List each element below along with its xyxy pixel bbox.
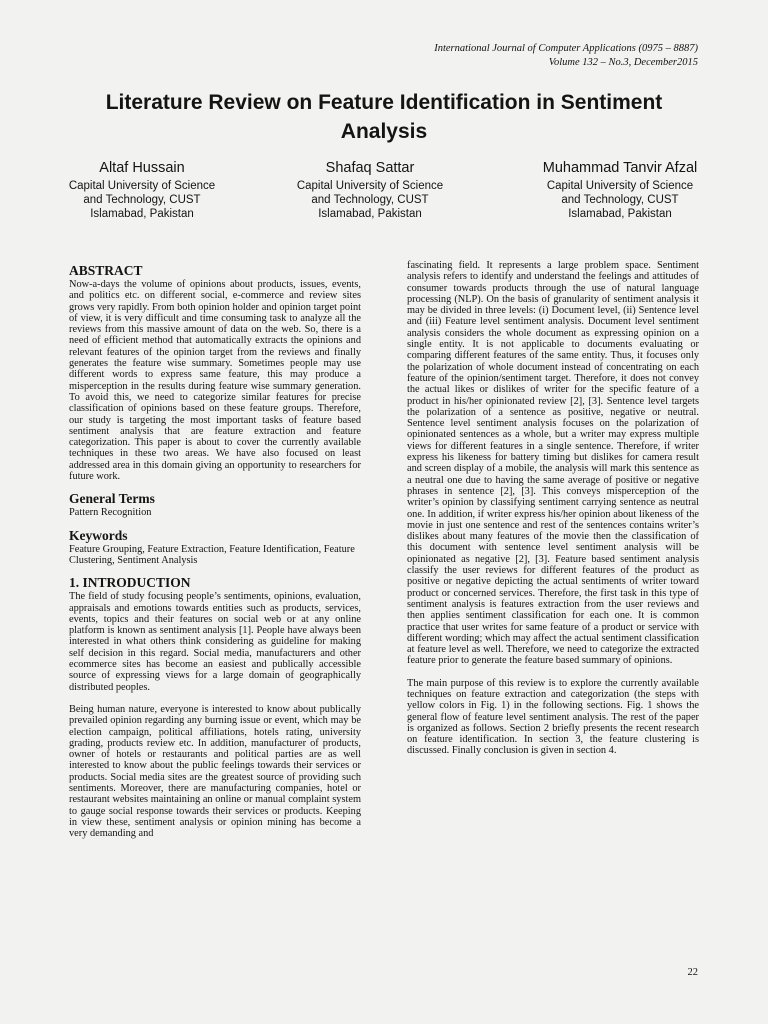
author-affiliation: and Technology, CUST xyxy=(561,194,679,206)
general-terms-heading: General Terms xyxy=(69,491,155,507)
journal-header xyxy=(434,42,698,70)
author-affiliation: Capital University of Science xyxy=(68,180,216,192)
author-affiliation: and Technology, CUST xyxy=(83,194,201,206)
paper-title: Literature Review on Feature Identification in Sentiment Analysis xyxy=(105,91,663,143)
author-block xyxy=(42,158,242,221)
author-affiliation: Capital University of Science xyxy=(296,180,444,192)
introduction-paragraph-1: The field of study focusing people’s sentiments, opinions, evaluation, appraisals and emotions towards entities such as products, services, events, topics and their features on social web or at any online platform is known as sentiment analysis [1]. People have always been interested in what others think considering as guideline for making self decision in this regard. Social media, manufacturers and other ecommerce sites has become an easiest and publically accessible source of expressing views for a large domain of geographically distributed peoples. xyxy=(69,591,361,693)
introduction-paragraph-4: The main purpose of this review is to explore the currently available techniques on feature extraction and categorization (the steps with yellow colors in Fig. 1) in the following sections. Fig. 1 shows the general flow of feature level sentiment analysis. The rest of the paper is organized as follows. Section 2 briefly presents the recent research on feature identification. In section 3, the feature clustering is discussed. Finally conclusion is given in section 4. xyxy=(407,677,699,757)
introduction-paragraph-2: Being human nature, everyone is interested to know about publically prevailed opinion regarding any burning issue or event, which may be election campaign, political affiliations, hotels rating, university grading, products review etc. In addition, manufacturer of products, owner of hotels or restaurants and political parties are as well interested to know about the public feelings towards their services or products. Social media sites are the greatest source of providing such sentiments. Moreover, there are manufacturing companies, hotel or restaurant websites maintaining an online or manual complaint system to gauge social response towards their services or products. Keeping in view these, sentiment analysis or opinion mining has become a very demanding and xyxy=(69,703,361,840)
author-affiliation: and Technology, CUST xyxy=(311,194,429,206)
author-location: Islamabad, Pakistan xyxy=(568,208,672,220)
page-number: 22 xyxy=(687,967,698,978)
keywords-text: Feature Grouping, Feature Extraction, Feature Identification, Feature Clustering, Sentiment Analysis xyxy=(69,543,355,566)
author-name: Altaf Hussain xyxy=(99,160,185,176)
journal-volume: Volume 132 – No.3, December2015 xyxy=(548,57,698,68)
author-affiliation: Capital University of Science xyxy=(546,180,694,192)
abstract-heading: ABSTRACT xyxy=(69,263,143,278)
abstract-text: Now-a-days the volume of opinions about products, issues, events, and politics etc. on different social, e-commerce and review sites grows very rapidly. From both opinion holder and opinion target point of view, it is very difficult and time consuming task to analyze all the reviews from this massive amount of data on the web. So, there is a need of efficient method that automatically extracts the opinions and relevant features of the opinion target from the reviews and finally generates the feature wise summary. Sometimes people may use different words to express same feature, this may produce a misperception in the results during feature wise summary generation. To avoid this, we need to categorize similar features for precise classification of opinions based on these feature groups. Therefore, our study is targeting the most important tasks of feature based sentiment analysis that are feature extraction and feature categorization. This paper is about to cover the currently available techniques in these two areas. We have also focused on least addressed area in this domain giving an opportunity to researchers for future work. xyxy=(69,279,361,483)
journal-name: International Journal of Computer Applications (0975 – 8887) xyxy=(434,43,698,54)
general-terms-text: Pattern Recognition xyxy=(69,507,152,519)
author-location: Islamabad, Pakistan xyxy=(318,208,422,220)
author-block xyxy=(510,158,730,221)
right-column xyxy=(407,260,699,757)
introduction-paragraph-3: fascinating field. It represents a large problem space. Sentiment analysis refers to identify and understand the feelings and attitudes of consumer towards products through the use of natural language processing (NLP). On the basis of granularity of sentiment analysis it may be divided in three levels: (i) Document level, (ii) Sentence level and (iii) Feature level sentiment analysis. Document level sentiment analysis considers the whole document as expressing opinion on a single entity. It is not applicable to documents evaluating or comparing different features of the same entity. Thus, it focuses only the polarization of whole document instead of concentrating on each feature of the opinion/sentiment target. Therefore, it does not convey the actual likes or dislikes of writer for the specific feature of a product in his/her opinionated review [2], [3]. Sentence level targets the polarization of a sentence as positive, negative or neutral. Sentence level sentiment analysis focuses on the polarization of opinionated sentences as a whole, but a writer may express multiple views for different features in a single sentence. Therefore, if writer express his likeness for battery timing but dislikes for camera result and screen display of a mobile, the analysis will mark this sentence as a neutral one due to having the same average of positive or negative phrases in sentence [2], [3]. This conveys misperception of the writer’s opinion by classifying sentiment carrying sentence as neutral one. In addition, if writer express his/her opinion about likeness of the movie in just one sentence and rest of the sentences contains writer’s dislikes about many features of the movie then the classification of this document with sentence level sentiment analysis will be opinionated as negative [2], [3]. Feature based sentiment analysis classify the user reviews for different features of the product as positive or negative depicting the actual sentiments of writer toward product or concerned services. Therefore, the first task in this type of sentiment analysis is features extraction from the user reviews and then applies sentiment classification for each one. It is common practice that user writes for same feature of a product or service with different wording; which may affect the actual sentiment classification at feature level as well. Therefore, we need to categorize the extracted feature prior to generate the feature based summary of opinions. xyxy=(407,260,700,667)
keywords-heading: Keywords xyxy=(69,527,128,543)
author-name: Muhammad Tanvir Afzal xyxy=(542,160,698,176)
author-name: Shafaq Sattar xyxy=(325,160,415,176)
author-block xyxy=(270,158,470,221)
introduction-heading: 1. INTRODUCTION xyxy=(69,575,191,591)
author-location: Islamabad, Pakistan xyxy=(90,208,194,220)
left-column xyxy=(69,260,361,839)
